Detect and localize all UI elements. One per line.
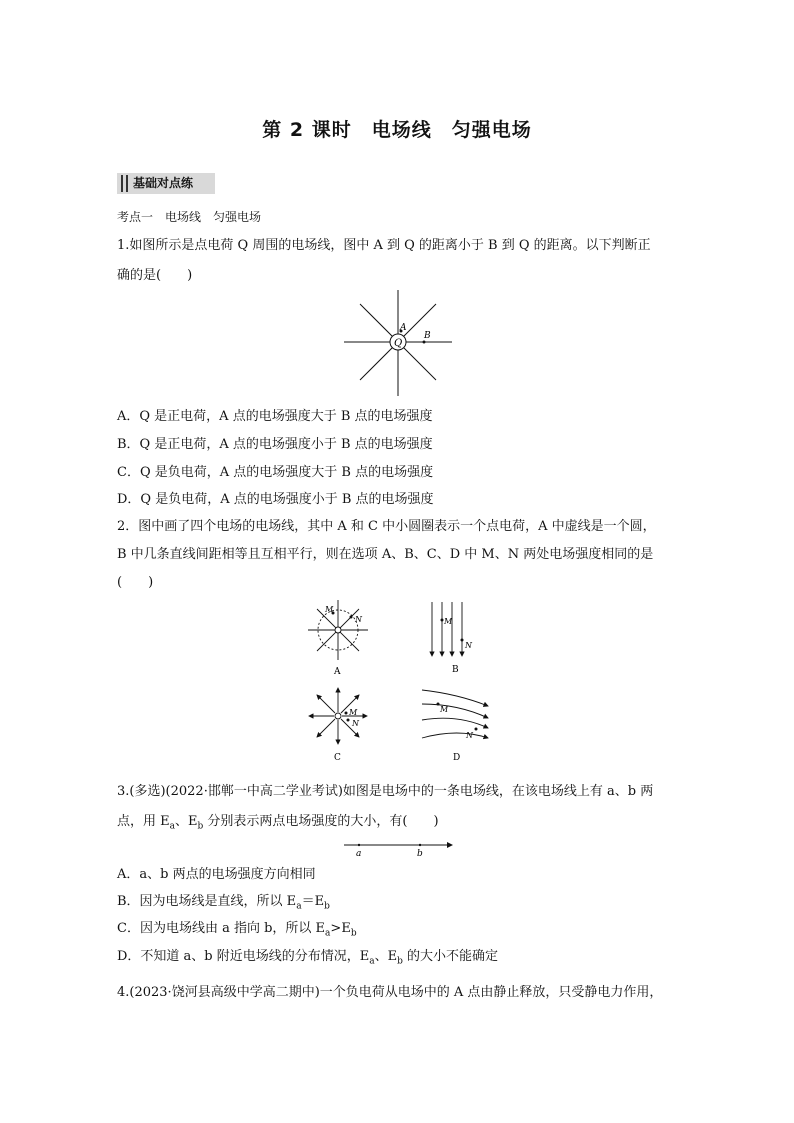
page-title: 第 2 课时 电场线 匀强电场 [262,119,532,141]
q2-figure-c [305,684,375,764]
charge-circle [335,627,341,633]
point-a-dot [358,844,360,846]
point-a-label: A [400,323,407,333]
q3-stem-line1: 3.(多选)(2022·邯郸一中高二学业考试)如图是电场中的一条电场线，在该电场线上有 a、b 两 [117,784,654,799]
label-m: M [440,705,449,714]
label-n: N [355,615,362,624]
section-tag-label: 基础对点练 [133,176,194,190]
label-n: N [352,719,359,728]
field-line [422,704,488,718]
field-line [422,718,488,728]
label-m: M [325,605,334,614]
point-b-label: b [417,849,423,858]
field-line [422,733,488,738]
q3-option-b: B．因为电场线是直线，所以 $E_a=E_b$ [117,894,330,912]
field-line [422,690,488,706]
field-line [360,348,392,380]
q1-stem-line2: 确的是( ) [117,268,193,283]
q1-option-d: D．Q 是负电荷，A 点的电场强度小于 B 点的电场强度 [117,492,434,507]
section-tag [117,173,215,194]
field-line [317,719,335,737]
q3-option-d: D．不知道 a、b 附近电场线的分布情况，$E_a$、$E_b$ 的大小不能确定 [117,949,499,967]
q1-stem-line1: 1.如图所示是点电荷 Q 周围的电场线，图中 A 到 Q 的距离小于 B 到 Q 的距离。以下判断正 [117,238,651,253]
label-m: M [349,708,358,717]
figure-label-a: A [334,667,341,677]
q1-figure [340,288,460,400]
charge-label: Q [394,338,403,349]
q2-figure-a [305,600,375,680]
q3-stem-line2: 点，用 $E_a$、$E_b$ 分别表示两点电场强度的大小，有( ) [117,814,439,832]
tag-bar [126,175,128,192]
kaodian-heading: 考点一 电场线 匀强电场 [117,210,262,224]
q1-option-a: A．Q 是正电荷，A 点的电场强度大于 B 点的电场强度 [117,409,433,424]
point-a-label: a [356,849,362,858]
point-m-dot [345,712,348,715]
figure-label-b: B [452,665,459,675]
q2-stem-line3: ( ) [117,575,154,590]
figure-label-c: C [334,753,341,763]
q3-figure [340,836,460,858]
point-n-dot [475,728,478,731]
q2-figure-b [425,600,485,680]
point-n-dot [461,639,464,642]
q3-option-a: A．a、b 两点的电场强度方向相同 [117,867,316,882]
charge-circle [335,713,341,719]
field-line [404,304,436,336]
label-n: N [465,641,472,650]
tag-bar [121,175,123,192]
label-m: M [444,617,453,626]
point-b-label: B [424,331,431,341]
point-b-dot [419,844,421,846]
field-line [360,304,392,336]
point-n-dot [350,616,353,619]
q4-stem-line1: 4.(2023·饶河县高级中学高二期中)一个负电荷从电场中的 A 点由静止释放，只受静电力作用， [117,985,663,1000]
q2-stem-line2: B 中几条直线间距相等且互相平行，则在选项 A、B、C、D 中 M、N 两处电场强度相同的是 [117,547,654,562]
point-n-dot [347,719,350,722]
label-n: N [466,731,473,740]
q1-option-c: C．Q 是负电荷，A 点的电场强度大于 B 点的电场强度 [117,465,434,480]
q2-figure-d [418,684,494,764]
field-line [317,695,335,713]
q2-stem-line1: 2．图中画了四个电场的电场线，其中 A 和 C 中小圆圈表示一个点电荷，A 中虚线是一个圆， [117,519,656,534]
q3-option-c: C．因为电场线由 a 指向 b，所以 $E_a>E_b$ [117,921,357,939]
figure-label-d: D [453,753,461,763]
q1-option-b: B．Q 是正电荷，A 点的电场强度小于 B 点的电场强度 [117,437,433,452]
field-line [404,348,436,380]
